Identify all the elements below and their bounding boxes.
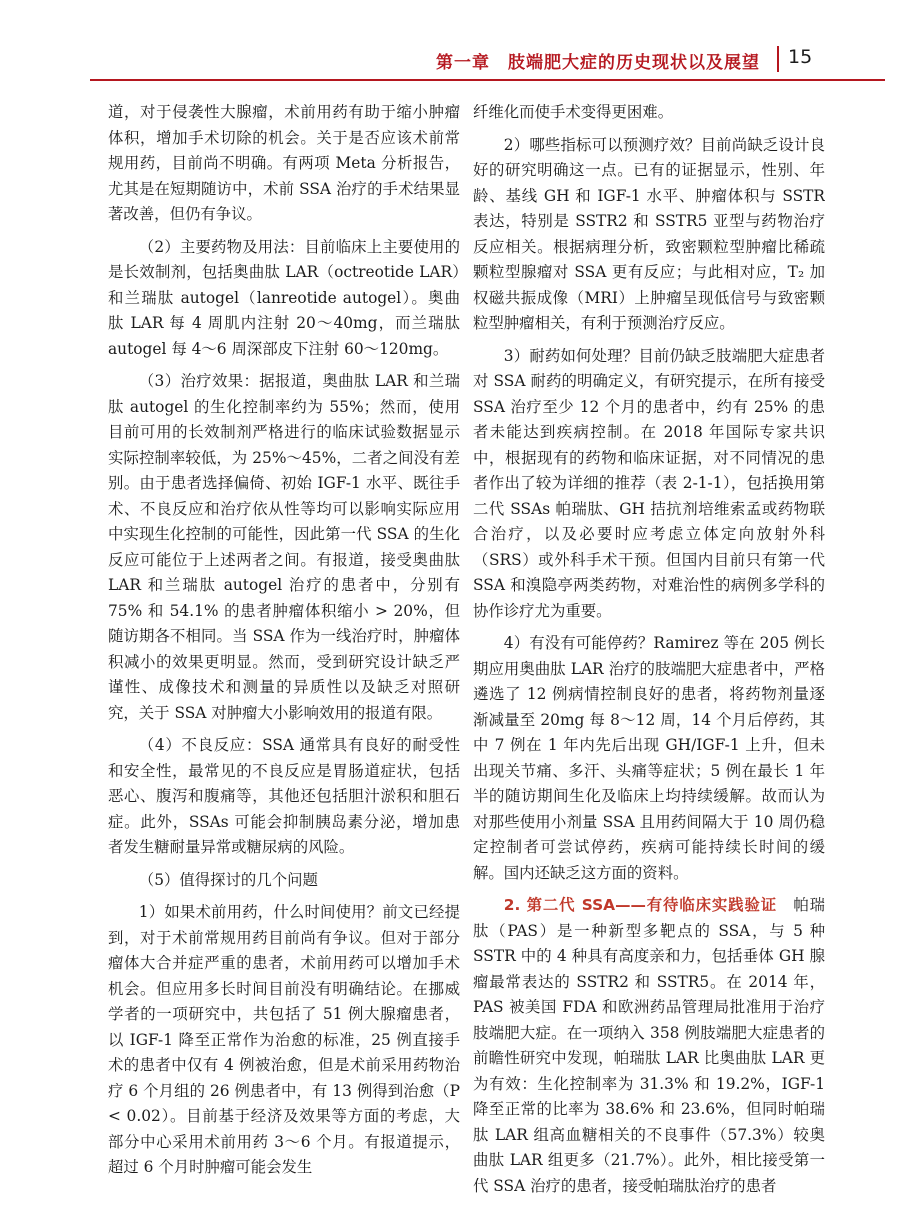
section-2-body: 帕瑞肽（PAS）是一种新型多靶点的 SSA，与 5 种 SSTR 中的 4 种具有高度亲和力，包括垂体 GH 腺瘤最常表达的 SSTR2 和 SSTR5。在 2014 年，PAS 被美国 FDA 和欧洲药品管理局批准用于治疗肢端肥大症。在一项纳入 358 例肢端肥大症患者的前瞻性研究中发现，帕瑞肽 LAR 比奥曲肽 LAR 更为有效：生化控制率为 31.3% 和 19.2%，IGF-1 降至正常的比率为 38.6% 和 23.6%，但同时帕瑞肽 LAR 组高血糖相关的不良事件（57.3%）较奥曲肽 LAR 组更多（21.7%）。此外，相比接受第一代 SSA 治疗的患者，接受帕瑞肽治疗的患者	[473, 896, 825, 1195]
paragraph: 3）耐药如何处理？目前仍缺乏肢端肥大症患者对 SSA 耐药的明确定义，有研究提示，在所有接受 SSA 治疗至少 12 个月的患者中，约有 25% 的患者未能达到疾病控制。在 2018 年国际专家共识中，根据现有的药物和临床证据，对不同情况的患者作出了较为详细的推荐（表 2-1-1），包括换用第二代 SSAs 帕瑞肽、GH 拮抗剂培维索孟或药物联合治疗，以及必要时应考虑立体定向放射外科（SRS）或外科手术干预。但国内目前只有第一代 SSA 和溴隐亭两类药物，对难治性的病例多学科的协作诊疗尤为重要。	[473, 346, 825, 620]
paragraph: （4）不良反应：SSA 通常具有良好的耐受性和安全性，最常见的不良反应是胃肠道症状，包括恶心、腹泻和腹痛等，其他还包括胆汁淤积和胆石症。此外，SSAs 可能会抑制胰岛素分泌，增加患者发生糖耐量异常或糖尿病的风险。	[108, 736, 460, 856]
paragraph: （2）主要药物及用法：目前临床上主要使用的是长效制剂，包括奥曲肽 LAR（octreotide LAR）和兰瑞肽 autogel（lanreotide autogel）。奥曲肽 LAR 每 4 周肌内注射 20～40mg，而兰瑞肽 autogel 每 4～6 周深部皮下注射 60～120mg。	[108, 237, 460, 358]
paragraph: 4）有没有可能停药？Ramirez 等在 205 例长期应用奥曲肽 LAR 治疗的肢端肥大症患者中，严格遴选了 12 例病情控制良好的患者，将药物剂量逐渐减量至 20mg 每 8～12 周，14 个月后停药，其中 7 例在 1 年内先后出现 GH/IGF-1 上升，但未出现关节痛、多汗、头痛等症状；5 例在最长 1 年半的随访期间生化及临床上均持续缓解。故而认为对那些使用小剂量 SSA 且用药间隔大于 10 周仍稳定控制者可尝试停药，疾病可能持续长时间的缓解。国内还缺乏这方面的资料。	[473, 634, 825, 882]
paragraph: （3）治疗效果：据报道，奥曲肽 LAR 和兰瑞肽 autogel 的生化控制率约为 55%；然而，使用目前可用的长效制剂严格进行的临床试验数据显示实际控制率较低，为 25%～45%，二者之间没有差别。由于患者选择偏倚、初始 IGF-1 水平、既往手术、不良反应和治疗依从性等均可以影响实际应用中实现生化控制的可能性，因此第一代 SSA 的生化反应可能位于上述两者之间。有报道，接受奥曲肽 LAR 和兰瑞肽 autogel 治疗的患者中，分别有 75% 和 54.1% 的患者肿瘤体积缩小 > 20%，但随访期各不相同。当 SSA 作为一线治疗时，肿瘤体积减小的效果更明显。然而，受到研究设计缺乏严谨性、成像技术和测量的异质性以及缺乏对照研究，关于 SSA 对肿瘤大小影响效用的报道有限。	[108, 372, 460, 722]
page-header	[0, 40, 900, 80]
section-2-heading: 2. 第二代 SSA——有待临床实践验证	[503, 896, 778, 914]
section-2-paragraph	[473, 893, 825, 1199]
left-column	[108, 100, 460, 1220]
chapter-title: 第一章 肢端肥大症的历史现状以及展望	[436, 53, 760, 73]
paragraph: 1）如果术前用药，什么时间使用？前文已经提到，对于术前常规用药目前尚有争议。但对于部分瘤体大合并症严重的患者，术前用药可以增加手术机会。但应用多长时间目前没有明确结论。在挪威学者的一项研究中，共包括了 51 例大腺瘤患者，以 IGF-1 降至正常作为治愈的标准，25 例直接手术的患者中仅有 4 例被治愈，但是术前采用药物治疗 6 个月组的 26 例患者中，有 13 例得到治愈（P < 0.02）。目前基于经济及效果等方面的考虑，大部分中心采用术前用药 3～6 个月。有报道提示，超过 6 个月时肿瘤可能会发生	[108, 903, 460, 1176]
header-rule	[90, 79, 885, 81]
paragraph: 2）哪些指标可以预测疗效？目前尚缺乏设计良好的研究明确这一点。已有的证据显示，性别、年龄、基线 GH 和 IGF-1 水平、肿瘤体积与 SSTR 表达，特别是 SSTR2 和 SSTR5 亚型与药物治疗反应相关。根据病理分析，致密颗粒型肿瘤比稀疏颗粒型腺瘤对 SSA 更有反应；与此相对应，T₂ 加权磁共振成像（MRI）上肿瘤呈现低信号与致密颗粒型肿瘤相关，有利于预测治疗反应。	[473, 135, 825, 332]
page-number: 15	[788, 46, 813, 68]
subsection-heading: （5）值得探讨的几个问题	[138, 870, 318, 889]
paragraph: 道，对于侵袭性大腺瘤，术前用药有助于缩小肿瘤体积，增加手术切除的机会。关于是否应该术前常规用药，目前尚不明确。有两项 Meta 分析报告，尤其是在短期随访中，术前 SSA 治疗的手术结果显著改善，但仍有争议。	[108, 103, 460, 223]
right-column	[473, 100, 825, 1220]
paragraph: 纤维化而使手术变得更困难。	[473, 103, 674, 121]
header-divider	[777, 46, 779, 72]
